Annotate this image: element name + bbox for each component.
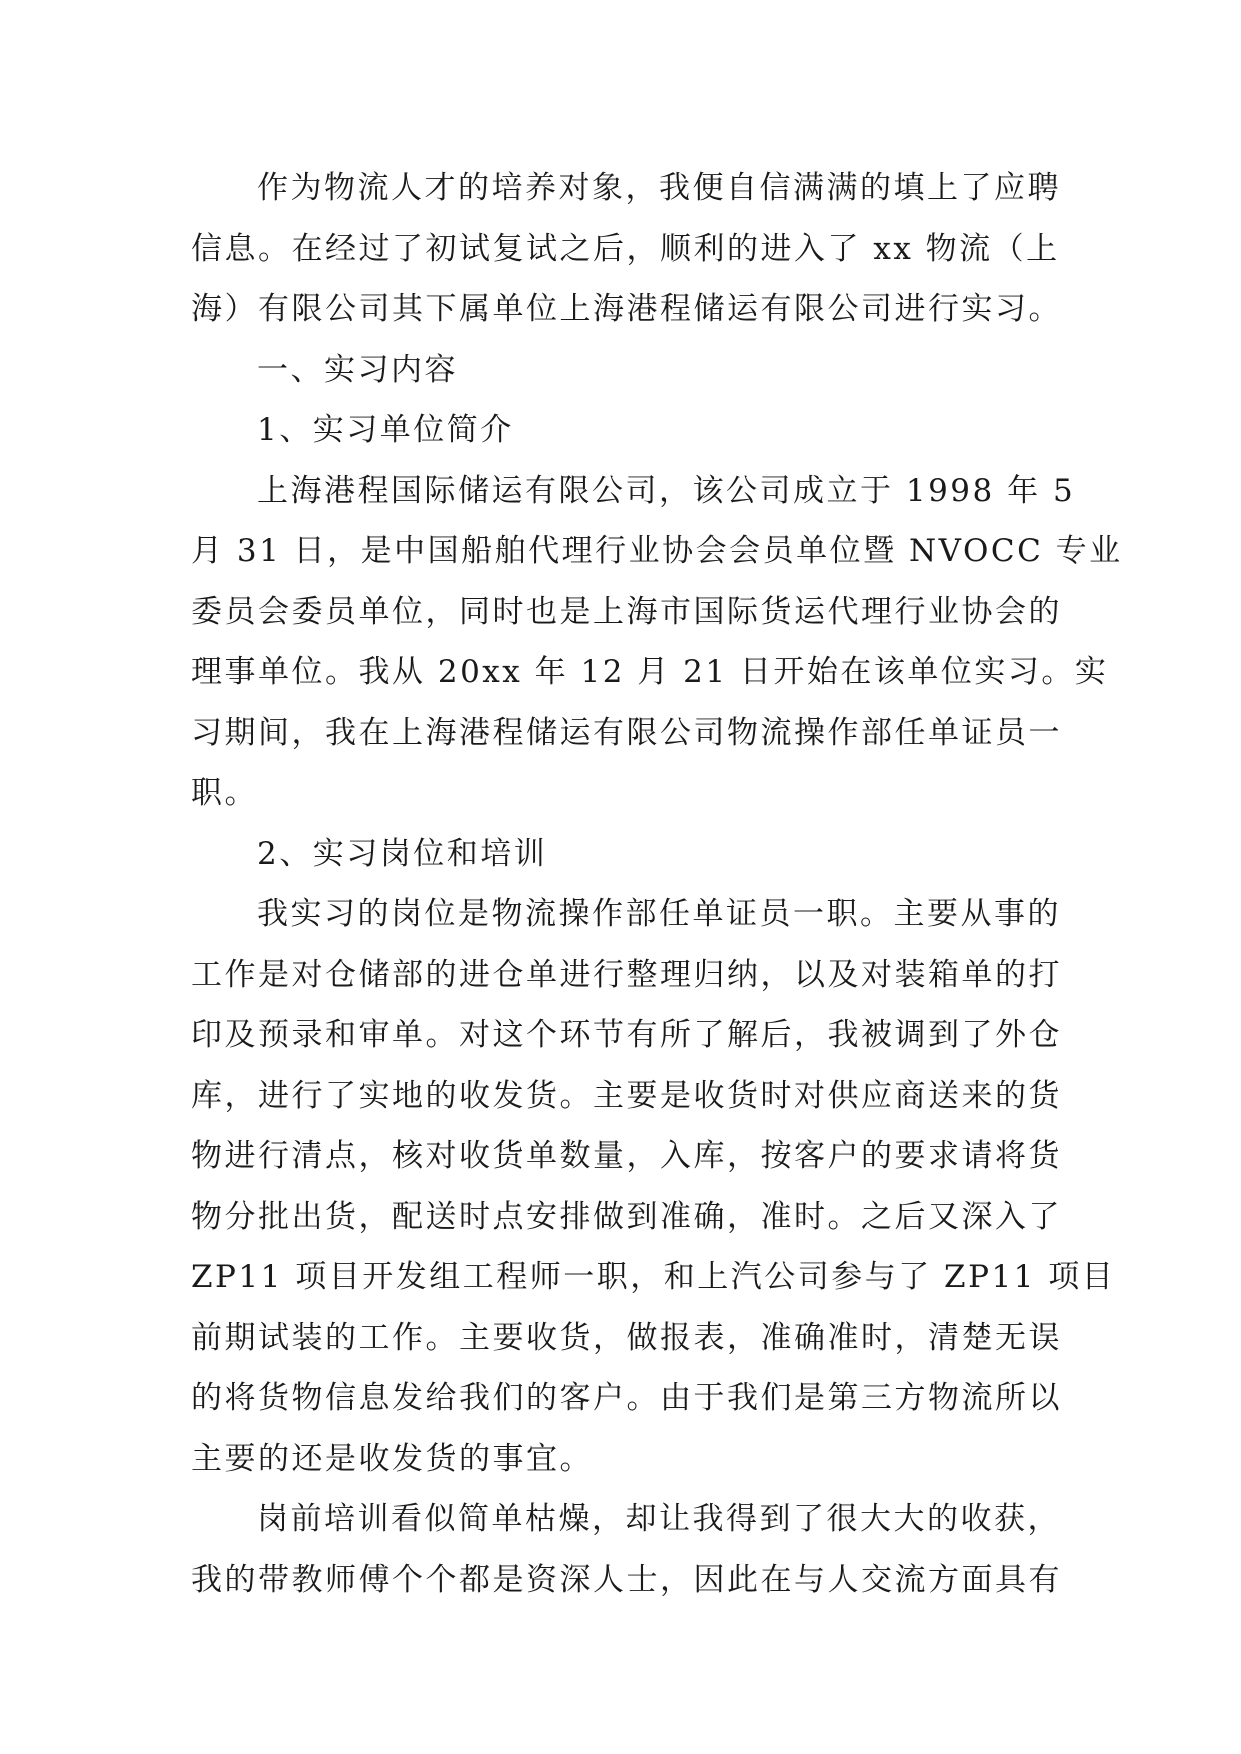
paragraph-position-line-10: 主要的还是收发货的事宜。 — [191, 1440, 593, 1477]
paragraph-intro-line-1: 作为物流人才的培养对象，我便自信满满的填上了应聘 — [257, 170, 1061, 206]
paragraph-position-line-2: 工作是对仓储部的进仓单进行整理归纳，以及对装箱单的打 — [191, 956, 1062, 993]
paragraph-position-line-4: 库，进行了实地的收发货。主要是收货时对供应商送来的货 — [191, 1077, 1062, 1114]
paragraph-position-line-5: 物进行清点，核对收货单数量，入库，按客户的要求请将货 — [191, 1138, 1062, 1174]
paragraph-company-line-6: 职。 — [191, 775, 258, 811]
paragraph-training-line-2: 我的带教师傅个个都是资深人士，因此在与人交流方面具有 — [191, 1561, 1062, 1598]
subheading-position-training: 2、实习岗位和培训 — [257, 835, 548, 872]
paragraph-position-line-7: ZP11 项目开发组工程师一职，和上汽公司参与了 ZP11 项目 — [191, 1259, 1116, 1295]
paragraph-position-line-6: 物分批出货，配送时点安排做到准确，准时。之后又深入了 — [191, 1198, 1062, 1235]
paragraph-company-line-4: 理事单位。我从 20xx 年 12 月 21 日开始在该单位实习。实 — [191, 654, 1109, 690]
paragraph-position-line-9: 的将货物信息发给我们的客户。由于我们是第三方物流所以 — [191, 1380, 1062, 1416]
paragraph-position-line-8: 前期试装的工作。主要收货，做报表，准确准时，清楚无误 — [191, 1319, 1062, 1356]
paragraph-training-line-1: 岗前培训看似简单枯燥，却让我得到了很大大的收获， — [257, 1501, 1061, 1537]
paragraph-position-line-1: 我实习的岗位是物流操作部任单证员一职。主要从事的 — [257, 896, 1061, 932]
paragraph-position-line-3: 印及预录和审单。对这个环节有所了解后，我被调到了外仓 — [191, 1017, 1062, 1053]
paragraph-intro-line-2: 信息。在经过了初试复试之后，顺利的进入了 xx 物流（上 — [191, 230, 1060, 267]
section-heading-internship-content: 一、实习内容 — [257, 351, 458, 388]
paragraph-company-line-3: 委员会委员单位，同时也是上海市国际货运代理行业协会的 — [191, 593, 1062, 630]
paragraph-company-line-5: 习期间，我在上海港程储运有限公司物流操作部任单证员一 — [191, 714, 1062, 751]
document-body — [191, 158, 1123, 1610]
paragraph-intro-line-3: 海）有限公司其下属单位上海港程储运有限公司进行实习。 — [191, 291, 1062, 327]
paragraph-company-line-1: 上海港程国际储运有限公司，该公司成立于 1998 年 5 — [257, 472, 1076, 509]
paragraph-company-line-2: 月 31 日，是中国船舶代理行业协会会员单位暨 NVOCC 专业 — [191, 533, 1123, 569]
subheading-company-intro: 1、实习单位简介 — [257, 412, 514, 448]
